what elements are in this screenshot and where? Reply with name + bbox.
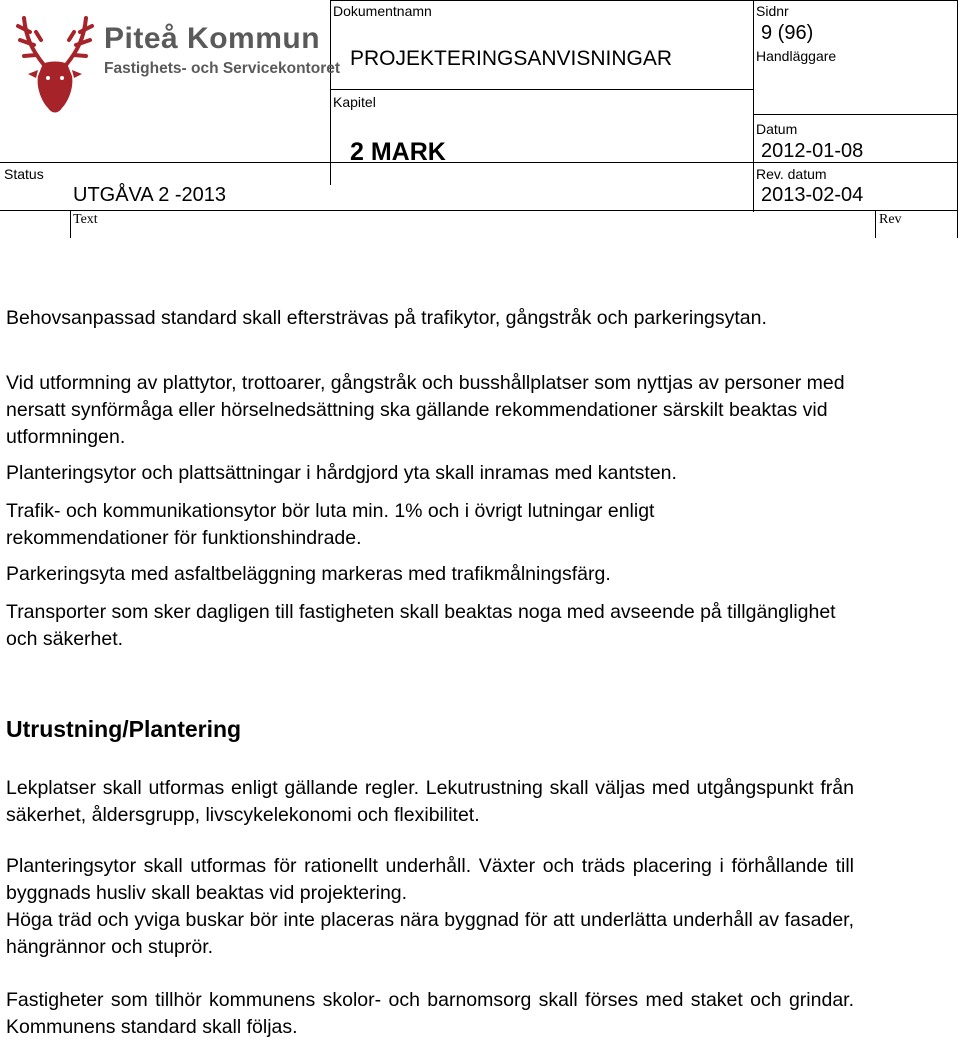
- status-value: UTGÅVA 2 -2013: [73, 184, 227, 206]
- date-label: Datum: [756, 121, 798, 137]
- date-value: 2012-01-08: [761, 140, 864, 162]
- paragraph-parking-marking: Parkeringsyta med asfaltbeläggning markeras med trafikmålningsfärg.: [6, 563, 611, 585]
- header-right-border: [957, 0, 958, 238]
- org-name: Piteå Kommun: [104, 22, 321, 55]
- org-unit: Fastighets- och Servicekontoret: [104, 60, 341, 77]
- doc-name-label: Dokumentnamn: [333, 3, 432, 19]
- page-label: Sidnr: [756, 3, 789, 19]
- paragraph-transport: Transporter som sker dagligen till fastigheten skall beaktas noga med avseende på tillgänglighet och säkerhet.: [6, 601, 836, 650]
- paragraph-playgrounds: Lekplatser skall utformas enligt gällande regler. Lekutrustning skall väljas med utgångspunkt från säkerhet, åldersgrupp, livscykelekonomi och flexibilitet.: [6, 777, 854, 826]
- reindeer-logo-icon: [14, 10, 96, 120]
- status-label: Status: [4, 166, 44, 182]
- paragraph-accessibility: Vid utformning av plattytor, trottoarer, gångstråk och busshållplatser som nyttjas av personer med nersatt synförmåga eller hörselnedsättning ska gällande rekommendationer särskilt beaktas vid utformningen.: [6, 372, 845, 448]
- page-number: 9 (96): [761, 22, 814, 44]
- paragraph-trees: Höga träd och yviga buskar bör inte placeras nära byggnad för att underlätta underhåll av fasader, hängrännor och stuprör.: [6, 909, 854, 958]
- header-divider-rev: [875, 210, 876, 238]
- header-hline-date: [753, 114, 958, 115]
- text-column-label: Text: [73, 212, 98, 227]
- header-hline-text: [0, 210, 958, 211]
- org-logo: [14, 10, 341, 120]
- chapter: 2 MARK: [350, 138, 446, 166]
- header-top-border: [330, 0, 958, 1]
- header-hline-chapter: [330, 89, 753, 90]
- header-divider-docname: [330, 0, 331, 185]
- paragraph-fences: Fastigheter som tillhör kommunens skolor- och barnomsorg skall förses med staket och grindar. Kommunens standard skall följas.: [6, 989, 854, 1038]
- handler-label: Handläggare: [756, 48, 837, 64]
- chapter-label: Kapitel: [333, 94, 376, 110]
- paragraph-slope: Trafik- och kommunikationsytor bör luta min. 1% och i övrigt lutningar enligt rekommendationer för funktionshindrade.: [6, 500, 655, 549]
- section-heading: Utrustning/Plantering: [6, 716, 242, 742]
- paragraph-planting: Planteringsytor skall utformas för rationellt underhåll. Växter och träds placering i förhållande till byggnads husliv skall beaktas vid projektering.: [6, 855, 854, 904]
- doc-name: PROJEKTERINGSANVISNINGAR: [350, 47, 673, 70]
- header-divider-text: [70, 210, 71, 238]
- header-divider-page: [753, 0, 754, 212]
- rev-column-label: Rev: [879, 212, 902, 227]
- rev-date-value: 2013-02-04: [761, 184, 864, 206]
- paragraph-standard: Behovsanpassad standard skall eftersträvas på trafikytor, gångstråk och parkeringsytan.: [6, 307, 767, 329]
- rev-date-label: Rev. datum: [756, 166, 827, 182]
- paragraph-curbstone: Planteringsytor och plattsättningar i hårdgjord yta skall inramas med kantsten.: [6, 462, 677, 484]
